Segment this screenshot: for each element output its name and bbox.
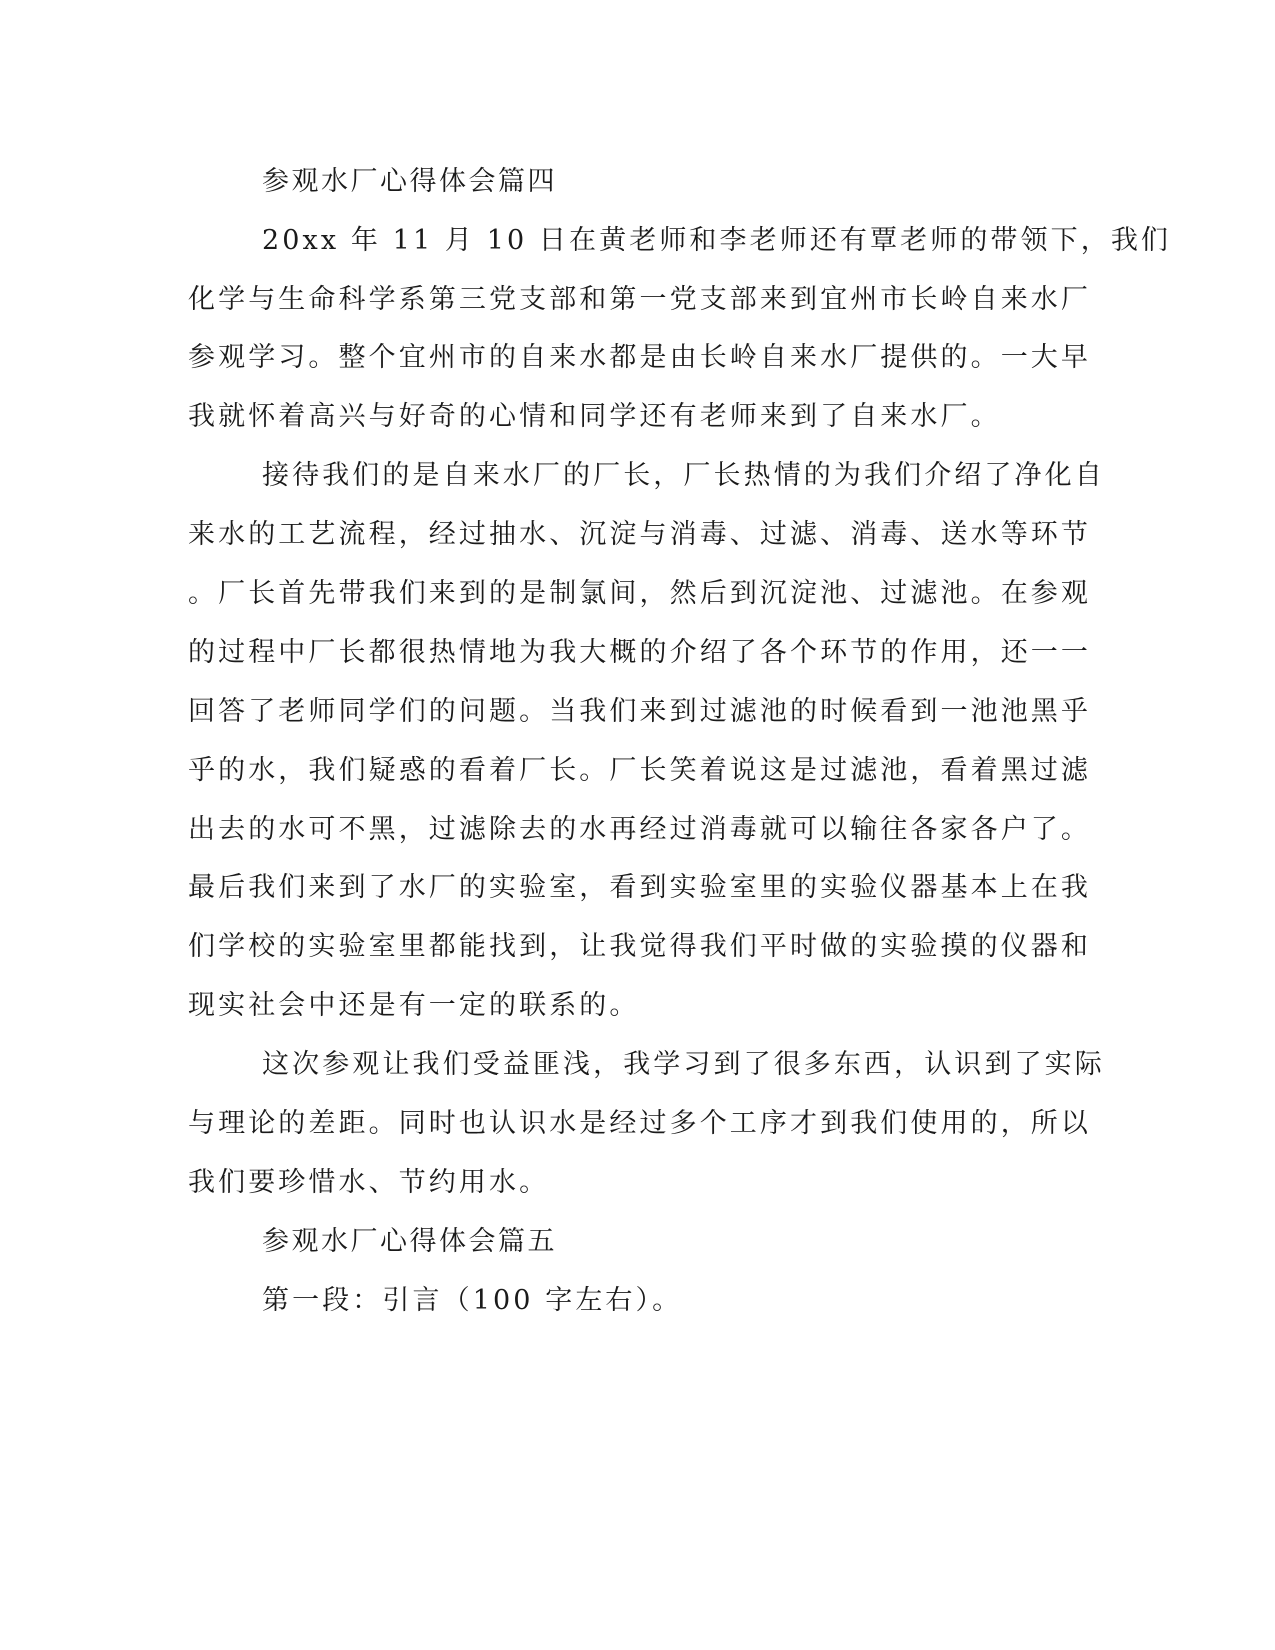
paragraph-3-line-2: 与理论的差距。同时也认识水是经过多个工序才到我们使用的，所以 (188, 1108, 1091, 1139)
paragraph-2-line-4: 的过程中厂长都很热情地为我大概的介绍了各个环节的作用，还一一 (188, 637, 1091, 668)
section-heading-4: 参观水厂心得体会篇四 (262, 166, 557, 197)
section-1-title: 第一段：引言（100 字左右）。 (262, 1285, 683, 1316)
paragraph-1-line-4: 我就怀着高兴与好奇的心情和同学还有老师来到了自来水厂。 (188, 401, 1001, 432)
paragraph-1-line-1: 20xx 年 11 月 10 日在黄老师和李老师还有覃老师的带领下，我们 (262, 225, 1172, 256)
paragraph-3-line-3: 我们要珍惜水、节约用水。 (188, 1167, 550, 1198)
paragraph-2-line-1: 接待我们的是自来水厂的厂长，厂长热情的为我们介绍了净化自 (262, 460, 1105, 491)
paragraph-2-line-2: 来水的工艺流程，经过抽水、沉淀与消毒、过滤、消毒、送水等环节 (188, 519, 1091, 550)
paragraph-1-line-2: 化学与生命科学系第三党支部和第一党支部来到宜州市长岭自来水厂 (188, 284, 1091, 315)
paragraph-2-line-7: 出去的水可不黑，过滤除去的水再经过消毒就可以输往各家各户了。 (188, 814, 1091, 845)
paragraph-2-line-6: 乎的水，我们疑惑的看着厂长。厂长笑着说这是过滤池，看着黑过滤 (188, 755, 1091, 786)
paragraph-3-line-1: 这次参观让我们受益匪浅，我学习到了很多东西，认识到了实际 (262, 1049, 1105, 1080)
paragraph-2-line-10: 现实社会中还是有一定的联系的。 (188, 990, 640, 1021)
paragraph-2-line-5: 回答了老师同学们的问题。当我们来到过滤池的时候看到一池池黑乎 (188, 696, 1091, 727)
paragraph-2-line-3: 。厂长首先带我们来到的是制氯间，然后到沉淀池、过滤池。在参观 (188, 578, 1091, 609)
section-heading-5: 参观水厂心得体会篇五 (262, 1226, 557, 1257)
paragraph-2-line-9: 们学校的实验室里都能找到，让我觉得我们平时做的实验摸的仪器和 (188, 931, 1091, 962)
paragraph-2-line-8: 最后我们来到了水厂的实验室，看到实验室里的实验仪器基本上在我 (188, 872, 1091, 903)
paragraph-1-line-3: 参观学习。整个宜州市的自来水都是由长岭自来水厂提供的。一大早 (188, 342, 1091, 373)
